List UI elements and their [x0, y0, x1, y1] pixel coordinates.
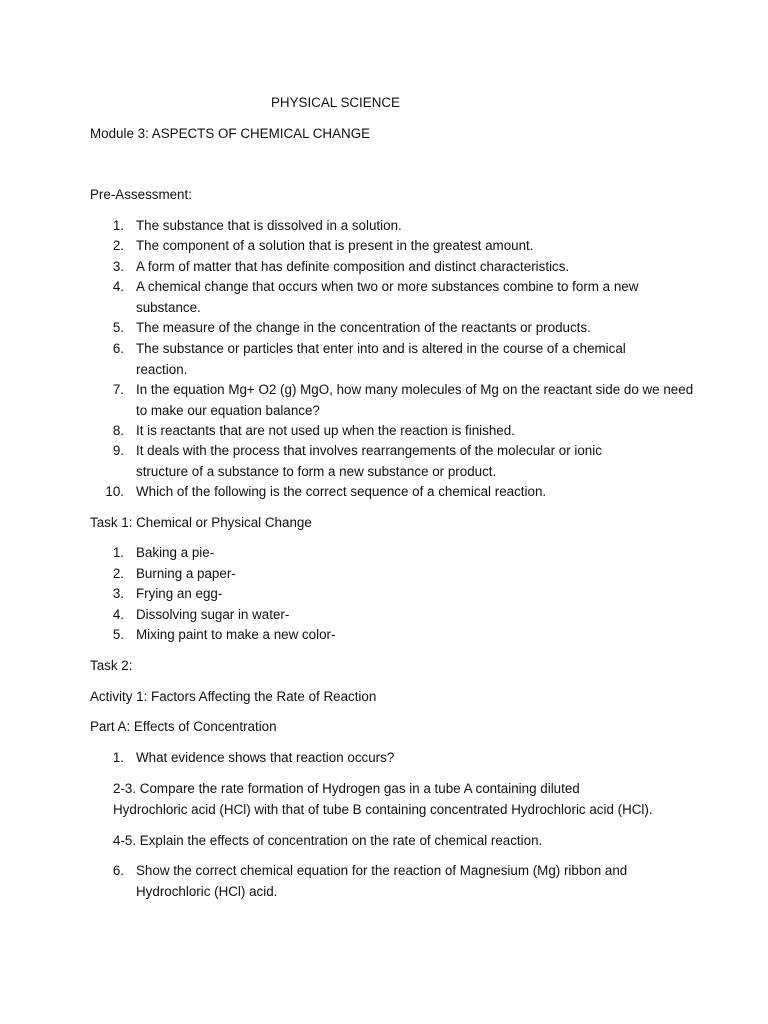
list-item-number: 4. — [112, 607, 124, 622]
question-2-3-line-2: Hydrochloric acid (HCl) with that of tube B containing concentrated Hydrochloric acid (HCl). — [113, 802, 653, 817]
list-item-number: 2. — [112, 238, 124, 253]
list-item-number: 1. — [112, 545, 124, 560]
list-item-number: 4. — [112, 279, 124, 294]
list-item: Dissolving sugar in water- — [136, 607, 290, 622]
activity-heading: Activity 1: Factors Affecting the Rate of Reaction — [90, 689, 377, 704]
list-item-number: 5. — [112, 320, 124, 335]
list-item: In the equation Mg+ O2 (g) MgO, how many molecules of Mg on the reactant side do we need to make our equation balance? — [136, 382, 694, 418]
list-item-number: 5. — [112, 627, 124, 642]
question-4-5: 4-5. Explain the effects of concentration on the rate of chemical reaction. — [113, 833, 543, 848]
list-item: The substance that is dissolved in a solution. — [136, 218, 402, 233]
list-item-number: 1. — [112, 218, 124, 233]
question-2-3-line-1: 2-3. Compare the rate formation of Hydrogen gas in a tube A containing diluted — [113, 781, 580, 796]
list-item: Frying an egg- — [136, 586, 223, 601]
list-item-number: 6. — [112, 341, 124, 356]
module-heading: Module 3: ASPECTS OF CHEMICAL CHANGE — [90, 126, 371, 141]
list-item: A chemical change that occurs when two or more substances combine to form a new substance. — [136, 279, 639, 315]
question-number: 6. — [112, 863, 124, 878]
question-number: 1. — [112, 750, 124, 765]
list-item-number: 2. — [112, 566, 124, 581]
list-item-number: 3. — [112, 586, 124, 601]
list-item-number: 9. — [112, 443, 124, 458]
question-1: What evidence shows that reaction occurs? — [136, 750, 395, 765]
list-item: A form of matter that has definite composition and distinct characteristics. — [136, 259, 570, 274]
task2-heading: Task 2: — [90, 658, 133, 673]
list-item: Burning a paper- — [136, 566, 236, 581]
list-item: It is reactants that are not used up when the reaction is finished. — [136, 423, 515, 438]
pre-assessment-heading: Pre-Assessment: — [90, 187, 192, 202]
list-item: The substance or particles that enter into and is altered in the course of a chemical reaction. — [136, 341, 626, 377]
list-item: Baking a pie- — [136, 545, 215, 560]
question-6: Show the correct chemical equation for the reaction of Magnesium (Mg) ribbon and Hydrochloric (HCl) acid. — [136, 863, 628, 899]
list-item-number: 10. — [105, 484, 124, 499]
list-item-number: 7. — [112, 382, 124, 397]
list-item-number: 3. — [112, 259, 124, 274]
part-a-heading: Part A: Effects of Concentration — [90, 719, 277, 734]
list-item: Which of the following is the correct sequence of a chemical reaction. — [136, 484, 547, 499]
list-item: The measure of the change in the concentration of the reactants or products. — [136, 320, 591, 335]
document-title: PHYSICAL SCIENCE — [271, 95, 400, 110]
list-item: It deals with the process that involves rearrangements of the molecular or ionic structure of a substance to form a new substance or product. — [136, 443, 602, 479]
list-item: Mixing paint to make a new color- — [136, 627, 336, 642]
list-item: The component of a solution that is present in the greatest amount. — [136, 238, 534, 253]
list-item-number: 8. — [112, 423, 124, 438]
task1-heading: Task 1: Chemical or Physical Change — [90, 515, 312, 530]
